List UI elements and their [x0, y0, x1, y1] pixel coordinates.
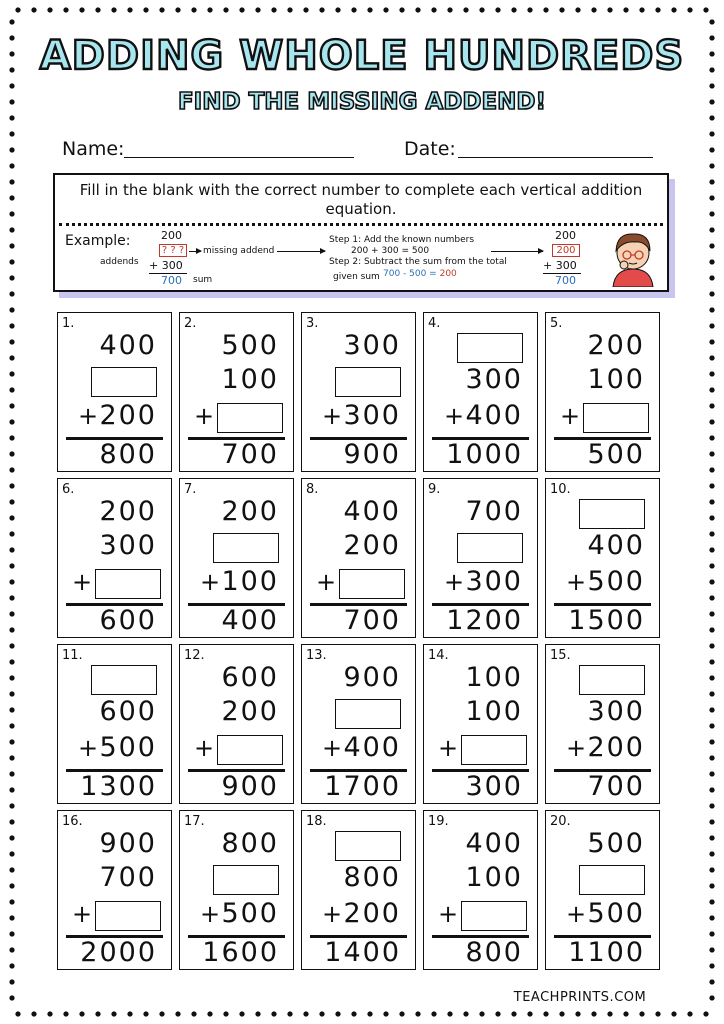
problem-cell	[301, 810, 416, 970]
addend-c: 500	[587, 898, 645, 929]
addend-a: 400	[99, 330, 157, 361]
sum-total: 1100	[568, 937, 645, 968]
sum-total: 1600	[202, 937, 279, 968]
missing-addend-box[interactable]	[217, 735, 283, 765]
missing-addend-box[interactable]	[335, 699, 401, 729]
problem-cell	[301, 312, 416, 472]
sum-label: sum	[193, 275, 213, 285]
sum-total: 500	[587, 439, 645, 470]
missing-addend-box[interactable]	[457, 533, 523, 563]
problem-cell	[423, 478, 538, 638]
example-sum: 700	[161, 274, 182, 287]
missing-addend-box[interactable]	[579, 665, 645, 695]
step-arrow-1	[277, 251, 325, 252]
plus-sign: +	[566, 568, 587, 596]
missing-addend-box[interactable]	[461, 735, 527, 765]
answer-box: 200	[552, 244, 580, 257]
addend-b: 700	[99, 862, 157, 893]
problem-cell	[57, 478, 172, 638]
missing-addend-box[interactable]	[213, 865, 279, 895]
date-line[interactable]	[458, 157, 653, 158]
problem-number: 20.	[550, 814, 571, 829]
addend-c: 500	[99, 732, 157, 763]
problem-cell	[57, 644, 172, 804]
addend-a: 700	[465, 496, 523, 527]
example-bottom-addend: + 300	[149, 259, 183, 272]
thinking-boy-icon	[603, 225, 663, 287]
addend-a: 200	[221, 496, 279, 527]
example-label: Example:	[65, 233, 131, 249]
plus-sign: +	[566, 734, 587, 762]
example-missing-box: ? ? ?	[159, 244, 187, 257]
footer-site: TEACHPRINTS.COM	[513, 990, 647, 1005]
problem-number: 13.	[306, 648, 327, 663]
sum-total: 1200	[446, 605, 523, 636]
step-arrow-2	[491, 251, 543, 252]
plus-sign: +	[194, 402, 215, 430]
problem-cell	[301, 644, 416, 804]
missing-addend-box[interactable]	[95, 569, 161, 599]
answer-top: 200	[555, 229, 576, 242]
dotted-border-right	[708, 14, 716, 1008]
addend-c: 200	[587, 732, 645, 763]
plus-sign: +	[560, 402, 581, 430]
missing-addend-box[interactable]	[579, 499, 645, 529]
sum-total: 1000	[446, 439, 523, 470]
plus-sign: +	[438, 900, 459, 928]
answer-bottom: + 300	[543, 259, 577, 272]
plus-sign: +	[78, 402, 99, 430]
problem-number: 5.	[550, 316, 563, 331]
missing-addend-label: missing addend	[203, 246, 275, 256]
missing-addend-box[interactable]	[217, 403, 283, 433]
addend-b: 300	[587, 696, 645, 727]
sum-total: 700	[221, 439, 279, 470]
plus-sign: +	[322, 402, 343, 430]
plus-sign: +	[72, 900, 93, 928]
addend-b: 100	[465, 862, 523, 893]
missing-arrow	[189, 251, 201, 252]
sum-total: 300	[465, 771, 523, 802]
sum-total: 2000	[80, 937, 157, 968]
addends-label: addends	[100, 257, 139, 267]
problem-cell	[545, 644, 660, 804]
missing-addend-box[interactable]	[339, 569, 405, 599]
dotted-border-bottom	[10, 1010, 714, 1018]
problem-cell	[423, 644, 538, 804]
problem-cell	[545, 810, 660, 970]
missing-addend-box[interactable]	[91, 665, 157, 695]
plus-sign: +	[200, 900, 221, 928]
sum-total: 1400	[324, 937, 401, 968]
addend-c: 300	[465, 566, 523, 597]
instructions-text: Fill in the blank with the correct number to complete each vertical addition equation.	[79, 181, 643, 218]
problem-number: 9.	[428, 482, 441, 497]
example-top-addend: 200	[161, 229, 182, 242]
sum-total: 800	[99, 439, 157, 470]
sum-total: 1300	[80, 771, 157, 802]
given-sum-label: given sum	[333, 272, 380, 282]
step2-calc-answer: 200	[439, 269, 457, 279]
problem-number: 1.	[62, 316, 75, 331]
missing-addend-box[interactable]	[95, 901, 161, 931]
step2-text: Step 2: Subtract the sum from the total	[329, 257, 507, 267]
addend-b: 300	[99, 530, 157, 561]
problem-number: 7.	[184, 482, 197, 497]
problem-cell	[545, 478, 660, 638]
instructions-divider	[59, 223, 663, 226]
plus-sign: +	[194, 734, 215, 762]
addend-a: 500	[221, 330, 279, 361]
plus-sign: +	[322, 900, 343, 928]
addend-b: 600	[99, 696, 157, 727]
step1-text: Step 1: Add the known numbers	[329, 235, 475, 245]
addend-a: 900	[343, 662, 401, 693]
addend-c: 200	[99, 400, 157, 431]
problem-number: 6.	[62, 482, 75, 497]
problem-number: 15.	[550, 648, 571, 663]
problem-cell	[179, 312, 294, 472]
addend-c: 500	[221, 898, 279, 929]
addend-a: 400	[343, 496, 401, 527]
addend-a: 800	[221, 828, 279, 859]
name-line[interactable]	[124, 157, 354, 158]
addend-c: 200	[343, 898, 401, 929]
addend-a: 100	[465, 662, 523, 693]
problem-cell	[545, 312, 660, 472]
plus-sign: +	[566, 900, 587, 928]
sum-total: 900	[343, 439, 401, 470]
problem-number: 4.	[428, 316, 441, 331]
addend-a: 500	[587, 828, 645, 859]
plus-sign: +	[78, 734, 99, 762]
addend-a: 400	[465, 828, 523, 859]
problem-cell	[423, 312, 538, 472]
problem-number: 16.	[62, 814, 83, 829]
name-label: Name:	[62, 138, 125, 160]
plus-sign: +	[322, 734, 343, 762]
addend-c: 400	[465, 400, 523, 431]
problem-cell	[179, 478, 294, 638]
step2-calc-left: 700 - 500 =	[383, 269, 440, 279]
problem-cell	[423, 810, 538, 970]
problem-number: 17.	[184, 814, 205, 829]
missing-addend-box[interactable]	[583, 403, 649, 433]
addend-a: 900	[99, 828, 157, 859]
problem-number: 18.	[306, 814, 327, 829]
addend-c: 500	[587, 566, 645, 597]
problem-number: 11.	[62, 648, 83, 663]
plus-sign: +	[438, 734, 459, 762]
addend-b: 100	[465, 696, 523, 727]
sum-total: 700	[587, 771, 645, 802]
problem-number: 2.	[184, 316, 197, 331]
answer-sum: 700	[555, 274, 576, 287]
addend-a: 600	[221, 662, 279, 693]
missing-addend-box[interactable]	[335, 367, 401, 397]
addend-c: 100	[221, 566, 279, 597]
dotted-border-left	[8, 14, 16, 1008]
addend-a: 200	[587, 330, 645, 361]
addend-b: 100	[587, 364, 645, 395]
missing-addend-box[interactable]	[461, 901, 527, 931]
missing-addend-box[interactable]	[579, 865, 645, 895]
problem-cell	[57, 312, 172, 472]
sum-total: 1700	[324, 771, 401, 802]
problem-number: 8.	[306, 482, 319, 497]
date-label: Date:	[404, 138, 456, 160]
sum-total: 700	[343, 605, 401, 636]
plus-sign: +	[444, 568, 465, 596]
plus-sign: +	[200, 568, 221, 596]
step1-calc: 200 + 300 = 500	[351, 246, 430, 256]
problem-number: 14.	[428, 648, 449, 663]
problem-number: 12.	[184, 648, 205, 663]
missing-addend-box[interactable]	[457, 333, 523, 363]
sum-total: 900	[221, 771, 279, 802]
sum-total: 1500	[568, 605, 645, 636]
addend-b: 800	[343, 862, 401, 893]
dotted-border-top	[10, 6, 714, 14]
addend-a: 300	[343, 330, 401, 361]
plus-sign: +	[316, 568, 337, 596]
addend-c: 300	[343, 400, 401, 431]
sum-total: 400	[221, 605, 279, 636]
problem-number: 10.	[550, 482, 571, 497]
addend-b: 200	[221, 696, 279, 727]
problem-number: 19.	[428, 814, 449, 829]
addend-c: 400	[343, 732, 401, 763]
addend-a: 200	[99, 496, 157, 527]
addend-b: 400	[587, 530, 645, 561]
problem-cell	[301, 478, 416, 638]
page-title: ADDING WHOLE HUNDREDS	[39, 33, 685, 79]
addend-b: 300	[465, 364, 523, 395]
missing-addend-box[interactable]	[213, 533, 279, 563]
step2-calc	[383, 269, 457, 280]
sum-total: 800	[465, 937, 523, 968]
missing-addend-box[interactable]	[91, 367, 157, 397]
addend-b: 200	[343, 530, 401, 561]
missing-addend-box[interactable]	[335, 831, 401, 861]
sum-total: 600	[99, 605, 157, 636]
plus-sign: +	[72, 568, 93, 596]
plus-sign: +	[444, 402, 465, 430]
problem-cell	[179, 644, 294, 804]
problem-number: 3.	[306, 316, 319, 331]
instructions-box	[53, 173, 669, 292]
problem-cell	[179, 810, 294, 970]
problem-cell	[57, 810, 172, 970]
page-subtitle: FIND THE MISSING ADDEND!	[177, 89, 547, 115]
addend-b: 100	[221, 364, 279, 395]
